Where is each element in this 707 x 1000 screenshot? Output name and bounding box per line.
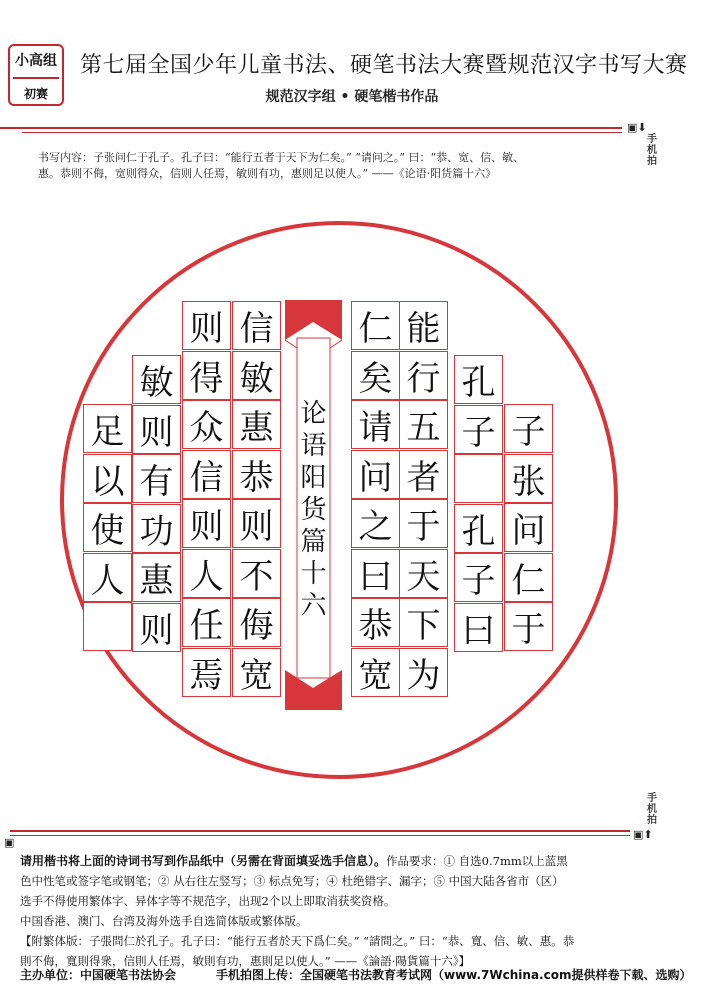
- organizer: 主办单位：中国硬笔书法协会: [20, 968, 177, 982]
- grid-cell: 则: [132, 603, 181, 652]
- grid-cell: 功: [132, 504, 181, 553]
- grid-cell: 宽: [232, 648, 281, 697]
- grid-cell: 则: [232, 499, 281, 548]
- grid-cell: 不: [232, 549, 281, 598]
- writing-content: [38, 150, 598, 182]
- grid-cell: 问: [351, 450, 400, 499]
- grid-cell: 仁: [504, 553, 553, 602]
- grid-cell: 焉: [182, 648, 231, 697]
- badge-round-label: 初赛: [23, 87, 48, 101]
- grid-cell: 人: [182, 549, 231, 598]
- bottom-rule: [10, 830, 630, 832]
- grid-cell: 有: [132, 454, 181, 503]
- grid-cell: 张: [504, 454, 553, 503]
- camera-left-icon: ▣: [4, 836, 15, 849]
- grid-cell: 侮: [232, 598, 281, 647]
- badge-group-label: 小高组: [15, 53, 57, 69]
- grid-cell: 于: [504, 602, 553, 651]
- grid-cell: 天: [399, 549, 448, 598]
- camera-down-icon: ▣⬇: [627, 121, 647, 134]
- grid-cell: 五: [399, 400, 448, 449]
- grid-cell: 敏: [132, 355, 181, 404]
- grid-cell: 者: [399, 450, 448, 499]
- req-line-3: 选手不得使用繁体字、异体字等不规范字，出现2个以上即取消获奖资格。: [20, 894, 396, 908]
- req-line-2: 色中性笔或签字笔或钢笔；② 从右往左竖写；③ 标点免写；④ 杜绝错字、漏字；⑤ 中国大陆各省市（区）: [20, 874, 564, 888]
- side-label-top: 手机拍: [647, 134, 657, 167]
- badge-divider: [13, 77, 59, 79]
- grid-cell: 宽: [351, 648, 400, 697]
- grid-cell: 众: [182, 400, 231, 449]
- grid-cell: 则: [182, 301, 231, 350]
- top-rule: [0, 127, 622, 129]
- grid-cell: 信: [182, 450, 231, 499]
- req-line-4: 中国香港、澳门、台湾及海外选手自选简体版或繁体版。: [20, 914, 308, 928]
- content-line-1: 书写内容：子张问仁于孔子。孔子曰：“能行五者于天下为仁矣。” “请问之。” 曰：“恭、宽、信、敏、: [38, 151, 525, 164]
- grid-cell: 为: [399, 648, 448, 697]
- side-label-bottom: 手机拍: [647, 793, 657, 826]
- grid-cell: 之: [351, 499, 400, 548]
- grid-cell: 敏: [232, 351, 281, 400]
- grid-cell: 仁: [351, 301, 400, 350]
- grid-cell: 曰: [454, 603, 503, 652]
- grid-cell: 能: [399, 301, 448, 350]
- grid-cell: 任: [182, 598, 231, 647]
- grid-cell: 子: [454, 405, 503, 454]
- grid-cell: 得: [182, 351, 231, 400]
- grid-cell-empty: [454, 454, 503, 503]
- group-badge: [8, 44, 64, 106]
- grid-cell: 惠: [232, 400, 281, 449]
- grid-cell: 则: [182, 499, 231, 548]
- grid-cell: 则: [132, 405, 181, 454]
- grid-cell: 矣: [351, 351, 400, 400]
- grid-cell: 问: [504, 503, 553, 552]
- grid-cell: 子: [504, 404, 553, 453]
- grid-cell-empty: [83, 602, 132, 651]
- grid-cell: 孔: [454, 355, 503, 404]
- grid-cell: 人: [83, 553, 132, 602]
- page-subtitle: 规范汉字组 • 硬笔楷书作品: [265, 89, 439, 105]
- traditional-line-1: 【附繁体版：子張問仁於孔子。孔子曰：“能行五者於天下爲仁矣。” “請問之。” 曰：“恭、寬、信、敏、惠。恭: [20, 934, 575, 948]
- banner-title: 论 语 阳 货 篇 十 六: [300, 399, 327, 621]
- top-rule-thin: [22, 132, 622, 133]
- bottom-rule-thin: [10, 835, 630, 836]
- camera-up-icon: ▣⬆: [633, 828, 653, 841]
- grid-cell: 于: [399, 499, 448, 548]
- upload-info: 手机拍图上传：全国硬笔书法教育考试网（www.7Wchina.com提供样卷下载、选购）: [216, 968, 692, 982]
- grid-cell: 信: [232, 301, 281, 350]
- grid-cell: 惠: [132, 553, 181, 602]
- requirements: [20, 851, 660, 971]
- page-title: 第七届全国少年儿童书法、硬笔书法大赛暨规范汉字书写大赛: [80, 53, 688, 78]
- grid-cell: 行: [399, 351, 448, 400]
- grid-cell: 孔: [454, 504, 503, 553]
- grid-cell: 以: [83, 454, 132, 503]
- grid-cell: 曰: [351, 549, 400, 598]
- grid-cell: 子: [454, 553, 503, 602]
- content-line-2: 惠。恭则不侮，宽则得众，信则人任焉，敏则有功，惠则足以使人。” ——《论语·阳货篇十六》: [38, 167, 497, 180]
- grid-cell: 足: [83, 404, 132, 453]
- grid-cell: 恭: [351, 598, 400, 647]
- grid-cell: 下: [399, 598, 448, 647]
- grid-cell: 请: [351, 400, 400, 449]
- grid-cell: 使: [83, 503, 132, 552]
- req-line-1: 请用楷书将上面的诗词书写到作品纸中（另需在背面填妥选手信息）。作品要求：① 自选0.7mm以上蓝黑: [20, 854, 568, 868]
- grid-cell: 恭: [232, 450, 281, 499]
- traditional-line-2: 則不侮，寬則得衆，信則人任焉，敏則有功，惠則足以使人。” ——《論語·陽貨篇十六》】: [20, 954, 471, 968]
